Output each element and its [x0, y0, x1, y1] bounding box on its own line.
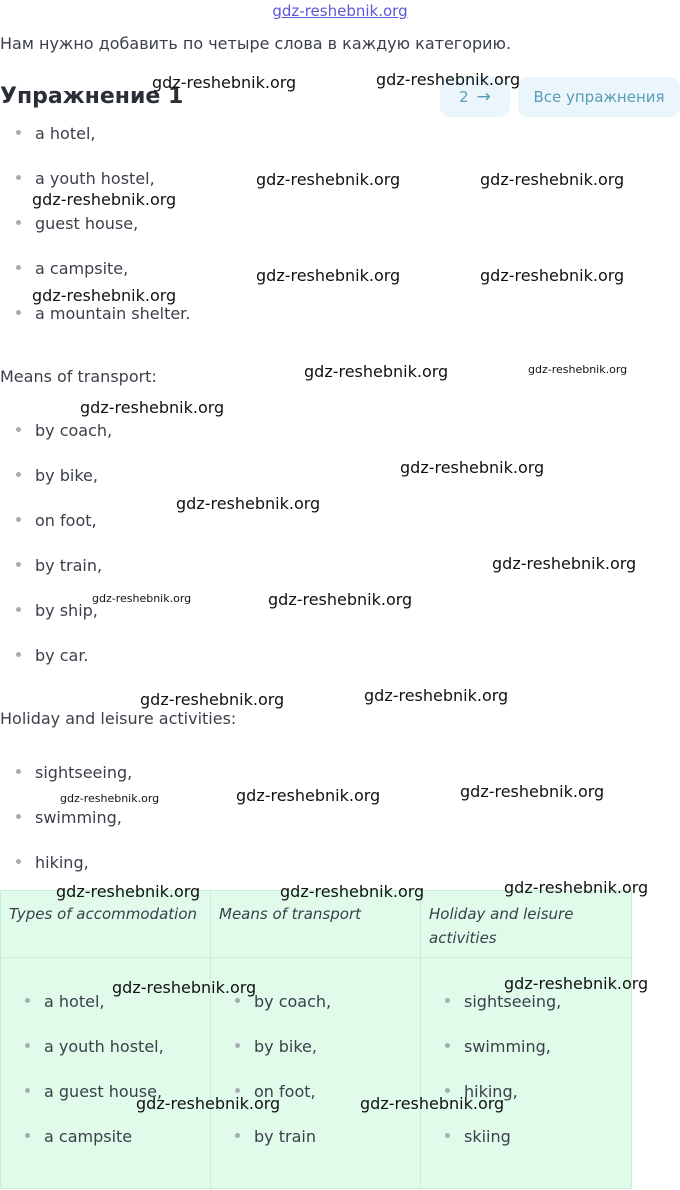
- watermark: gdz-reshebnik.org: [304, 362, 449, 381]
- transport-heading: Means of transport:: [0, 367, 157, 386]
- list-item: a hotel,: [16, 124, 95, 143]
- bullet-icon: [445, 1088, 450, 1093]
- bullet-icon: [16, 175, 21, 180]
- table-column-leisure: [421, 891, 631, 1190]
- watermark: gdz-reshebnik.org: [112, 978, 257, 997]
- bullet-icon: [16, 310, 21, 315]
- bullet-icon: [16, 859, 21, 864]
- watermark: gdz-reshebnik.org: [140, 690, 285, 709]
- all-exercises-button[interactable]: [518, 77, 680, 117]
- table-cell: hiking,: [445, 1082, 518, 1101]
- bullet-icon: [25, 1133, 30, 1138]
- bullet-icon: [16, 265, 21, 270]
- watermark: gdz-reshebnik.org: [256, 170, 401, 189]
- bullet-icon: [16, 562, 21, 567]
- watermark: gdz-reshebnik.org: [152, 73, 297, 92]
- watermark: gdz-reshebnik.org: [280, 882, 425, 901]
- watermark: gdz-reshebnik.org: [504, 974, 649, 993]
- table-column-transport: [211, 891, 421, 1190]
- watermark: gdz-reshebnik.org: [400, 458, 545, 477]
- bullet-icon: [25, 998, 30, 1003]
- watermark: gdz-reshebnik.org: [460, 782, 605, 801]
- answer-table: [0, 890, 632, 1189]
- table-header: Means of transport: [211, 891, 420, 958]
- watermark: gdz-reshebnik.org: [256, 266, 401, 285]
- bullet-icon: [25, 1043, 30, 1048]
- table-cell: a hotel,: [25, 992, 104, 1011]
- table-cell: a campsite: [25, 1127, 132, 1146]
- bullet-icon: [16, 607, 21, 612]
- list-item: a mountain shelter.: [16, 304, 190, 323]
- watermark: gdz-reshebnik.org: [528, 363, 628, 376]
- intro-text: Нам нужно добавить по четыре слова в каждую категорию.: [0, 34, 512, 53]
- table-cell: skiing: [445, 1127, 511, 1146]
- bullet-icon: [16, 220, 21, 225]
- list-item: by car.: [16, 646, 89, 665]
- watermark: gdz-reshebnik.org: [56, 882, 201, 901]
- bullet-icon: [16, 427, 21, 432]
- table-cell: a youth hostel,: [25, 1037, 164, 1056]
- bullet-icon: [235, 1133, 240, 1138]
- site-link[interactable]: gdz-reshebnik.org: [272, 2, 408, 20]
- next-exercise-label: 2: [459, 88, 469, 106]
- table-header: Types of accommodation: [1, 891, 210, 958]
- table-column-accommodation: [1, 891, 211, 1190]
- watermark: gdz-reshebnik.org: [268, 590, 413, 609]
- watermark: gdz-reshebnik.org: [32, 190, 177, 209]
- list-item: a youth hostel,: [16, 169, 155, 188]
- watermark: gdz-reshebnik.org: [32, 286, 177, 305]
- watermark: gdz-reshebnik.org: [236, 786, 381, 805]
- bullet-icon: [16, 814, 21, 819]
- bullet-icon: [445, 1043, 450, 1048]
- table-cell: by coach,: [235, 992, 331, 1011]
- table-cell: a guest house,: [25, 1082, 162, 1101]
- table-cell: by train: [235, 1127, 316, 1146]
- watermark: gdz-reshebnik.org: [80, 398, 225, 417]
- bullet-icon: [25, 1088, 30, 1093]
- all-exercises-label: Все упражнения: [533, 88, 665, 106]
- watermark: gdz-reshebnik.org: [60, 792, 160, 805]
- list-item: by train,: [16, 556, 102, 575]
- list-item: guest house,: [16, 214, 138, 233]
- bullet-icon: [16, 652, 21, 657]
- bullet-icon: [235, 998, 240, 1003]
- list-item: sightseeing,: [16, 763, 132, 782]
- bullet-icon: [235, 1043, 240, 1048]
- watermark: gdz-reshebnik.org: [364, 686, 509, 705]
- watermark: gdz-reshebnik.org: [480, 170, 625, 189]
- bullet-icon: [16, 130, 21, 135]
- list-item: a campsite,: [16, 259, 128, 278]
- bullet-icon: [16, 517, 21, 522]
- page-title: Упражнение 1: [0, 84, 184, 109]
- bullet-icon: [445, 1133, 450, 1138]
- bullet-icon: [16, 472, 21, 477]
- table-cell: swimming,: [445, 1037, 551, 1056]
- table-cell: on foot,: [235, 1082, 316, 1101]
- watermark: gdz-reshebnik.org: [360, 1094, 505, 1113]
- list-item: by bike,: [16, 466, 98, 485]
- list-item: by ship,: [16, 601, 98, 620]
- table-header: Holiday and leisure activities: [421, 891, 631, 958]
- watermark: gdz-reshebnik.org: [136, 1094, 281, 1113]
- table-cell: sightseeing,: [445, 992, 561, 1011]
- list-item: on foot,: [16, 511, 97, 530]
- list-item: hiking,: [16, 853, 89, 872]
- watermark: gdz-reshebnik.org: [376, 70, 521, 89]
- bullet-icon: [16, 769, 21, 774]
- list-item: swimming,: [16, 808, 122, 827]
- watermark: gdz-reshebnik.org: [92, 592, 192, 605]
- list-item: by coach,: [16, 421, 112, 440]
- watermark: gdz-reshebnik.org: [176, 494, 321, 513]
- leisure-heading: Holiday and leisure activities:: [0, 709, 237, 728]
- watermark: gdz-reshebnik.org: [480, 266, 625, 285]
- bullet-icon: [445, 998, 450, 1003]
- watermark: gdz-reshebnik.org: [492, 554, 637, 573]
- table-cell: by bike,: [235, 1037, 317, 1056]
- bullet-icon: [235, 1088, 240, 1093]
- watermark: gdz-reshebnik.org: [504, 878, 649, 897]
- arrow-right-icon: →: [476, 87, 491, 107]
